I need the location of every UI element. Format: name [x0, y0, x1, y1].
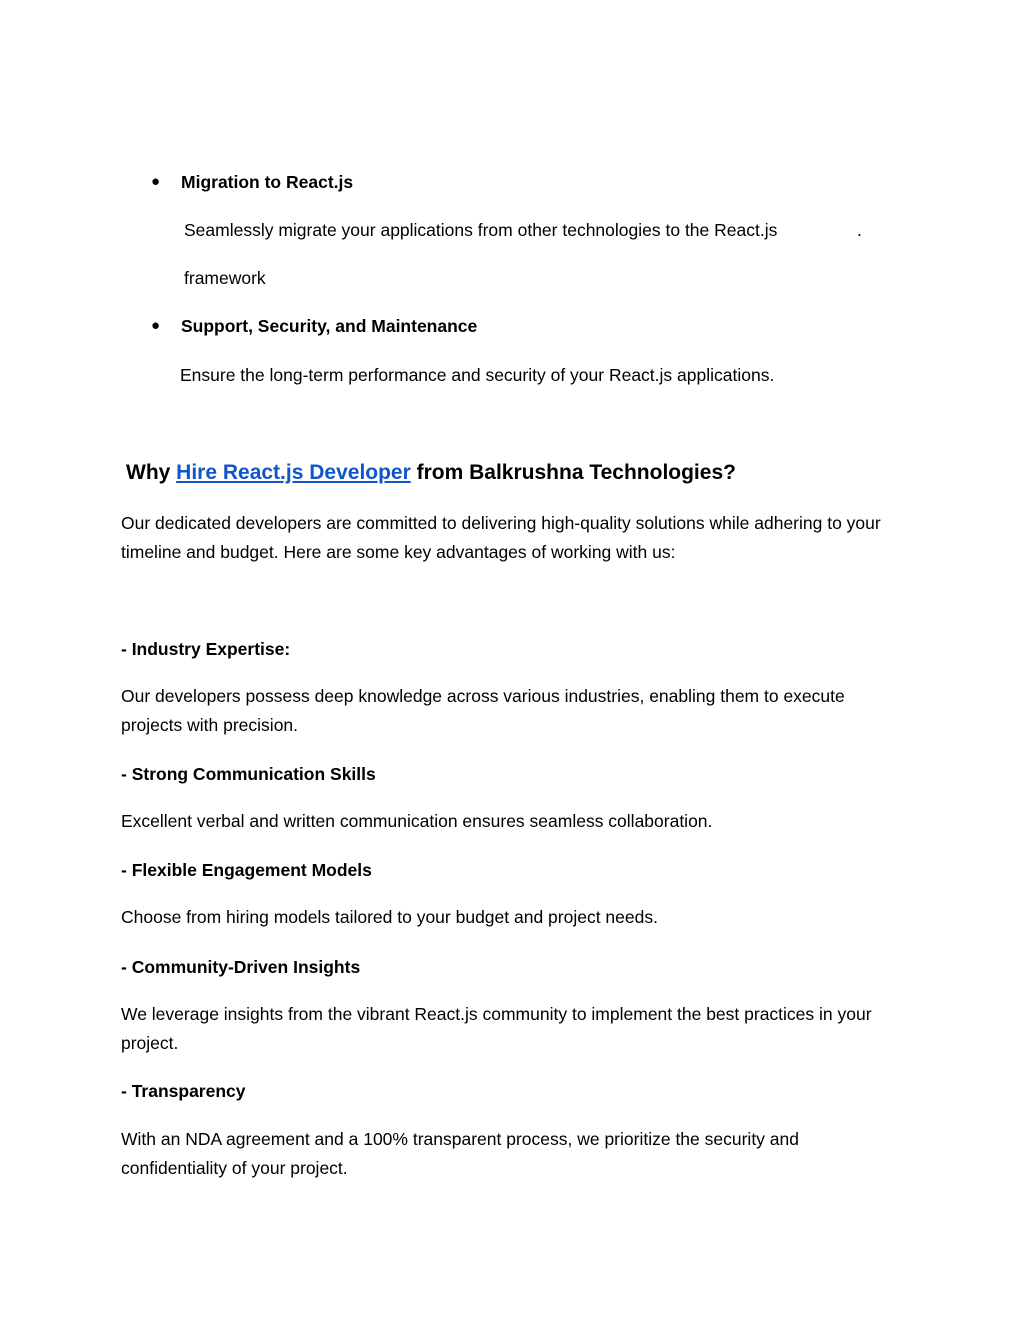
trailing-period: . [857, 220, 862, 240]
service-title-migration: Migration to React.js [181, 172, 354, 192]
advantage-description: With an NDA agreement and a 100% transparent process, we prioritize the security and confidentiality of your project. [121, 1129, 799, 1178]
bullet-icon: ● [151, 173, 161, 190]
advantage-title: - Transparency [121, 1081, 246, 1101]
advantage-description: Excellent verbal and written communication ensures seamless collaboration. [121, 811, 713, 831]
service-description-line: framework [184, 268, 266, 288]
advantage-description: We leverage insights from the vibrant React.js community to implement the best practices in your project. [121, 1004, 872, 1053]
section-intro: Our dedicated developers are committed to delivering high-quality solutions while adhering to your timeline and budget. Here are some key advantages of working with us: [121, 513, 881, 562]
service-description-line: Ensure the long-term performance and security of your React.js applications. [180, 365, 775, 385]
advantage-description: Our developers possess deep knowledge across various industries, enabling them to execute projects with precision. [121, 686, 845, 735]
advantage-description: Choose from hiring models tailored to your budget and project needs. [121, 907, 658, 927]
advantage-title: - Flexible Engagement Models [121, 860, 372, 880]
advantage-title: - Industry Expertise: [121, 639, 291, 659]
section-heading [126, 459, 736, 487]
bullet-icon: ● [151, 317, 161, 334]
advantage-title: - Community-Driven Insights [121, 957, 361, 977]
advantage-title: - Strong Communication Skills [121, 764, 376, 784]
heading-suffix: from Balkrushna Technologies? [416, 461, 736, 484]
heading-prefix: Why [126, 461, 171, 484]
hire-react-developer-link[interactable]: Hire React.js Developer [176, 461, 411, 484]
service-description-line: Seamlessly migrate your applications from other technologies to the React.js [184, 220, 778, 240]
service-title-support: Support, Security, and Maintenance [181, 316, 478, 336]
